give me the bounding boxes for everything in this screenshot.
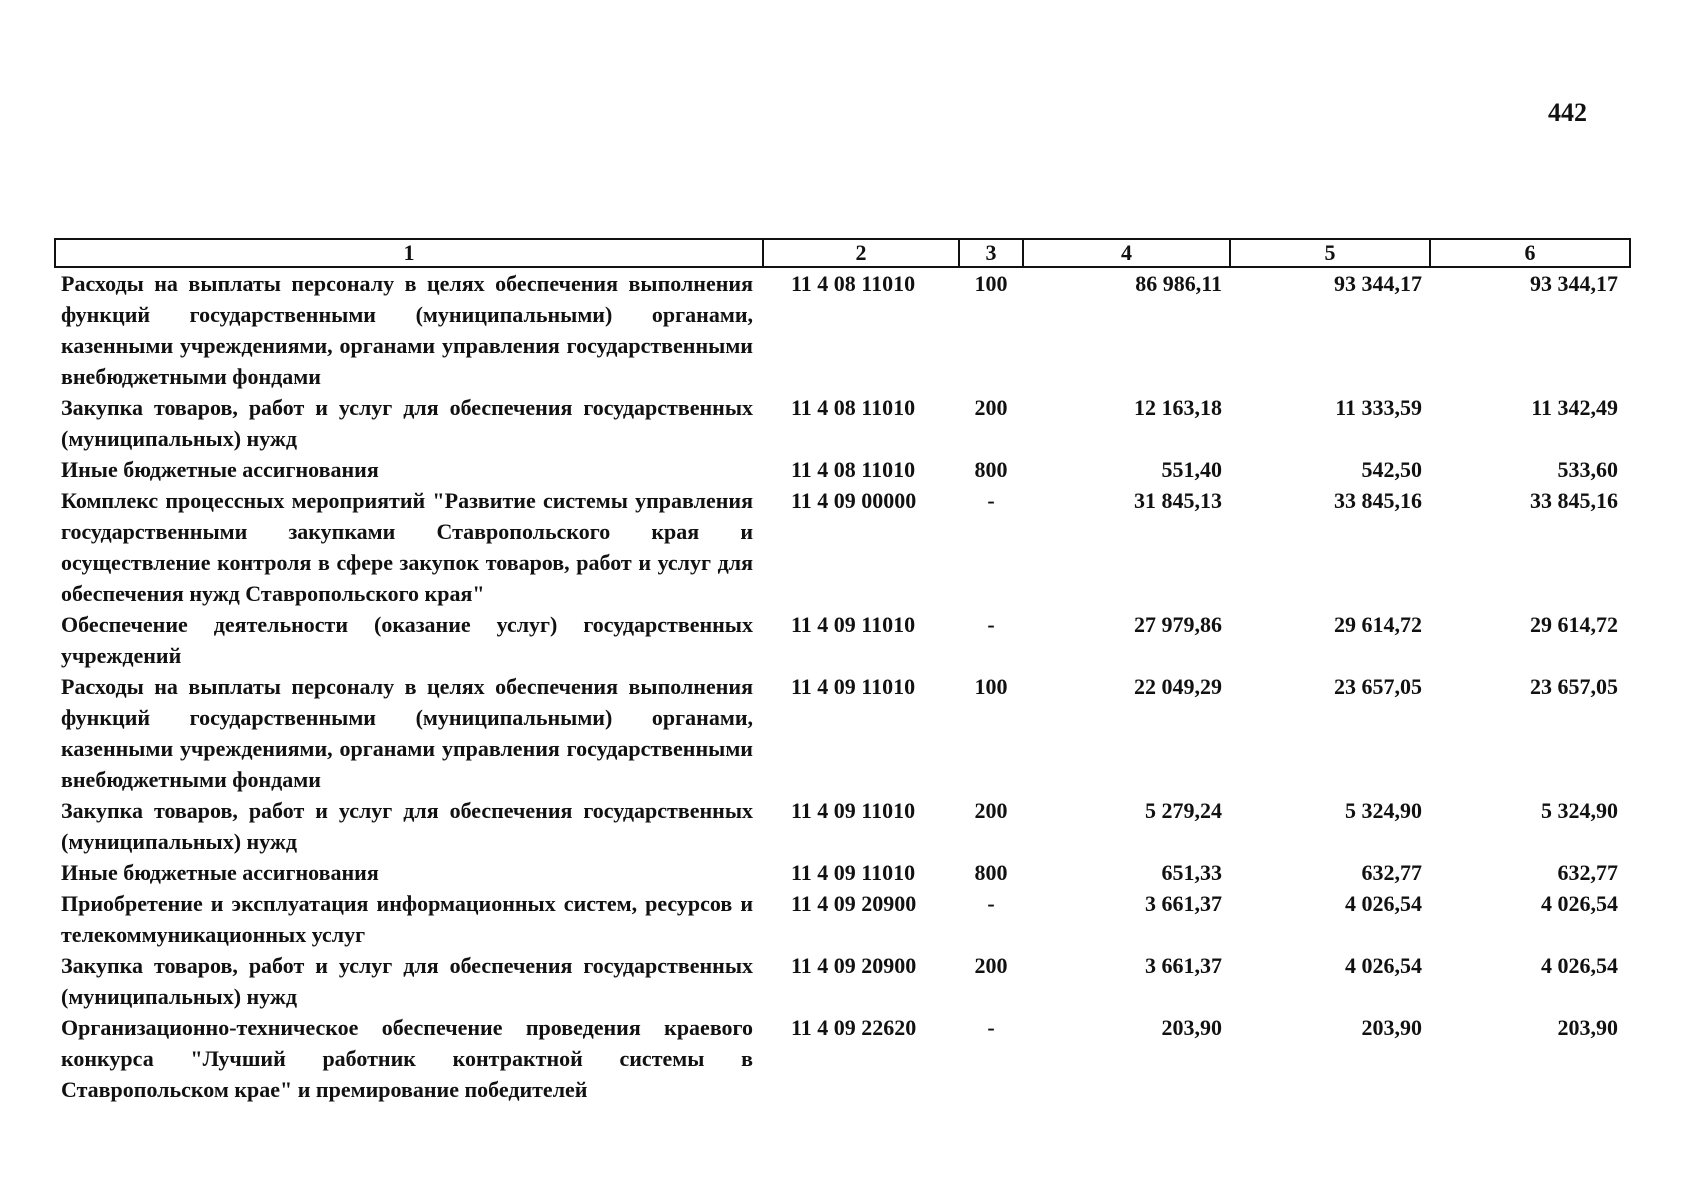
table-row [55, 795, 1630, 857]
row-name: Комплекс процессных мероприятий "Развитие системы управления государственными закупками Ставропольского края и осуществление контроля в сфере закупок товаров, работ и услуг для обеспечения нужд Ставропольского края" [61, 488, 753, 606]
row-name: Расходы на выплаты персоналу в целях обеспечения выполнения функций государственными (муниципальными) органами, казенными учреждениями, органами управления государственными внебюджетными фондами [61, 271, 753, 389]
row-value-6: 632,77 [1557, 860, 1618, 885]
row-code: 11 4 09 00000 [791, 488, 917, 513]
row-value-4: 3 661,37 [1145, 891, 1222, 916]
row-code: 11 4 09 20900 [791, 953, 917, 978]
table-row [55, 485, 1630, 609]
header-col-5: 5 [1230, 239, 1430, 267]
row-code: 11 4 09 11010 [791, 612, 916, 637]
row-value-6: 5 324,90 [1541, 798, 1618, 823]
row-value-5: 4 026,54 [1345, 891, 1422, 916]
row-name: Приобретение и эксплуатация информационных систем, ресурсов и телекоммуникационных услуг [61, 891, 753, 947]
row-value-5: 632,77 [1361, 860, 1422, 885]
row-code: 11 4 09 11010 [791, 674, 916, 699]
row-value-5: 23 657,05 [1334, 674, 1422, 699]
table-row [55, 950, 1630, 1012]
table-row [55, 609, 1630, 671]
table-header [55, 239, 1630, 267]
table-row [55, 857, 1630, 888]
row-value-4: 86 986,11 [1135, 271, 1222, 296]
row-value-6: 11 342,49 [1531, 395, 1618, 420]
row-value-5: 542,50 [1361, 457, 1422, 482]
row-value-6: 29 614,72 [1530, 612, 1618, 637]
row-code: 11 4 08 11010 [791, 457, 916, 482]
row-value-6: 533,60 [1557, 457, 1618, 482]
row-value-5: 11 333,59 [1335, 395, 1422, 420]
row-value-4: 27 979,86 [1134, 612, 1222, 637]
row-value-4: 551,40 [1161, 457, 1222, 482]
row-type: 800 [974, 860, 1008, 885]
row-value-5: 4 026,54 [1345, 953, 1422, 978]
row-name: Иные бюджетные ассигнования [61, 457, 379, 482]
header-col-2: 2 [763, 239, 959, 267]
row-value-4: 203,90 [1161, 1015, 1222, 1040]
row-name: Расходы на выплаты персоналу в целях обеспечения выполнения функций государственными (муниципальными) органами, казенными учреждениями, органами управления государственными внебюджетными фондами [61, 674, 753, 792]
row-code: 11 4 09 11010 [791, 798, 916, 823]
row-code: 11 4 09 11010 [791, 860, 916, 885]
row-value-6: 23 657,05 [1530, 674, 1618, 699]
row-value-6: 93 344,17 [1530, 271, 1618, 296]
table-body [55, 267, 1630, 1105]
row-type: - [987, 1015, 995, 1040]
row-value-6: 4 026,54 [1541, 891, 1618, 916]
row-value-6: 33 845,16 [1530, 488, 1618, 513]
row-code: 11 4 09 20900 [791, 891, 917, 916]
budget-table [54, 238, 1631, 1105]
row-value-6: 203,90 [1557, 1015, 1618, 1040]
row-value-5: 29 614,72 [1334, 612, 1422, 637]
row-value-4: 12 163,18 [1134, 395, 1222, 420]
row-code: 11 4 08 11010 [791, 271, 916, 296]
row-name: Иные бюджетные ассигнования [61, 860, 379, 885]
row-type: 200 [974, 395, 1008, 420]
row-name: Закупка товаров, работ и услуг для обеспечения государственных (муниципальных) нужд [61, 395, 753, 451]
row-value-6: 4 026,54 [1541, 953, 1618, 978]
row-name: Закупка товаров, работ и услуг для обеспечения государственных (муниципальных) нужд [61, 798, 753, 854]
table-row [55, 671, 1630, 795]
row-type: 100 [974, 674, 1008, 699]
row-value-5: 203,90 [1361, 1015, 1422, 1040]
row-value-5: 33 845,16 [1334, 488, 1422, 513]
row-value-4: 3 661,37 [1145, 953, 1222, 978]
row-type: 200 [974, 953, 1008, 978]
table-row [55, 267, 1630, 392]
header-col-1: 1 [55, 239, 763, 267]
row-code: 11 4 08 11010 [791, 395, 916, 420]
table-row [55, 888, 1630, 950]
row-value-4: 5 279,24 [1145, 798, 1222, 823]
table-row [55, 1012, 1630, 1105]
header-col-6: 6 [1430, 239, 1630, 267]
row-value-5: 93 344,17 [1334, 271, 1422, 296]
row-name: Обеспечение деятельности (оказание услуг) государственных учреждений [61, 612, 753, 668]
row-type: - [987, 612, 995, 637]
row-value-4: 31 845,13 [1134, 488, 1222, 513]
table-row [55, 392, 1630, 454]
row-code: 11 4 09 22620 [791, 1015, 917, 1040]
row-value-5: 5 324,90 [1345, 798, 1422, 823]
row-type: - [987, 891, 995, 916]
row-type: 100 [974, 271, 1008, 296]
row-type: 200 [974, 798, 1008, 823]
header-col-3: 3 [959, 239, 1023, 267]
row-name: Организационно-техническое обеспечение проведения краевого конкурса "Лучший работник контрактной системы в Ставропольском крае" и премирование победителей [61, 1015, 753, 1102]
header-col-4: 4 [1023, 239, 1230, 267]
page-number: 442 [1548, 98, 1587, 127]
table-row [55, 454, 1630, 485]
row-value-4: 22 049,29 [1134, 674, 1222, 699]
row-type: - [987, 488, 995, 513]
row-value-4: 651,33 [1161, 860, 1222, 885]
row-name: Закупка товаров, работ и услуг для обеспечения государственных (муниципальных) нужд [61, 953, 753, 1009]
header-row [55, 239, 1630, 267]
row-type: 800 [974, 457, 1008, 482]
